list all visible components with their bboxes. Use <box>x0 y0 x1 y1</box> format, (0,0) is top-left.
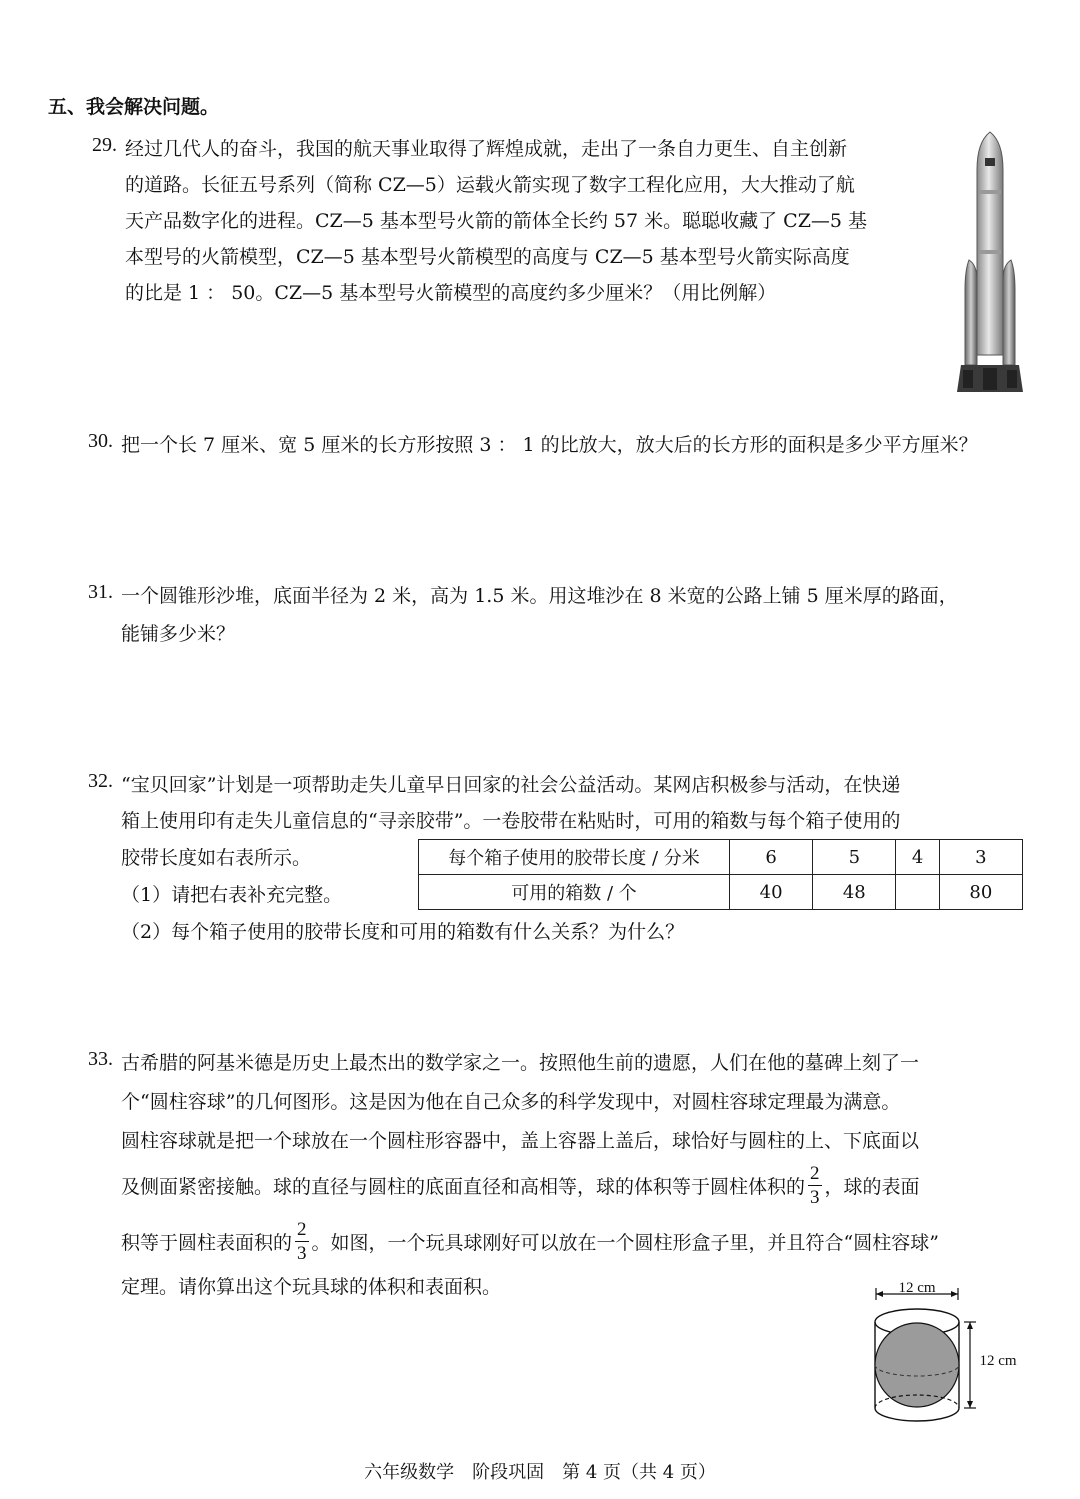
q33-line-5-a: 积等于圆柱表面积的 <box>121 1231 293 1254</box>
q33-line-2: 个“圆柱容球”的几何图形。这是因为他在自己众多的科学发现中，对圆柱容球定理最为满意。 <box>121 1091 901 1113</box>
tape-table <box>418 839 1023 910</box>
section-title: 五、我会解决问题。 <box>48 96 220 118</box>
height-label: 12 cm <box>979 1353 1017 1369</box>
table-cell: 3 <box>939 840 1022 875</box>
q33-line-5-b: 。如图，一个玩具球刚好可以放在一个圆柱形盒子里，并且符合“圆柱容球” <box>311 1231 939 1254</box>
q33-line-1: 古希腊的阿基米德是历史上最杰出的数学家之一。按照他生前的遗愿，人们在他的墓碑上刻了一 <box>121 1052 920 1074</box>
q33-line-6: 定理。请你算出这个玩具球的体积和表面积。 <box>121 1276 502 1298</box>
table-cell: 5 <box>813 840 896 875</box>
q29-line-2: 的道路。长征五号系列（简称 CZ—5）运载火箭实现了数字工程化应用，大大推动了航 <box>125 174 855 196</box>
width-label: 12 cm <box>898 1280 936 1296</box>
q31-number: 31. <box>88 581 113 603</box>
fraction-numerator: 2 <box>297 1218 307 1240</box>
rocket-image <box>955 130 1025 395</box>
fraction-two-thirds <box>295 1220 309 1263</box>
q32-line-3: 胶带长度如右表所示。 <box>121 847 312 869</box>
q31-line-1: 一个圆锥形沙堆，底面半径为 2 米，高为 1.5 米。用这堆沙在 8 米宽的公路上铺 5 厘米厚的路面， <box>121 585 958 607</box>
table-header-tape-length: 每个箱子使用的胶带长度 / 分米 <box>419 840 730 875</box>
table-cell: 6 <box>730 840 813 875</box>
q33-line-3: 圆柱容球就是把一个球放在一个圆柱形容器中，盖上容器上盖后，球恰好与圆柱的上、下底面以 <box>121 1130 920 1152</box>
fraction-denominator: 3 <box>810 1186 820 1208</box>
q32-number: 32. <box>88 770 113 792</box>
table-cell-blank[interactable] <box>896 875 939 910</box>
table-cell: 4 <box>896 840 939 875</box>
table-cell: 40 <box>730 875 813 910</box>
fraction-numerator: 2 <box>810 1162 820 1184</box>
q33-line-4 <box>121 1162 920 1208</box>
cylinder-sphere-figure <box>860 1270 1035 1440</box>
q33-line-5 <box>121 1218 939 1264</box>
q29-line-5: 的比是 1 ： 50。CZ—5 基本型号火箭模型的高度约多少厘米？（用比例解） <box>125 282 777 304</box>
page-footer: 六年级数学 阶段巩固 第 4 页（共 4 页） <box>364 1462 716 1483</box>
q29-line-4: 本型号的火箭模型，CZ—5 基本型号火箭模型的高度与 CZ—5 基本型号火箭实际高度 <box>125 246 850 268</box>
q29-line-3: 天产品数字化的进程。CZ—5 基本型号火箭的箭体全长约 57 米。聪聪收藏了 CZ—5 基 <box>125 210 868 232</box>
table-row <box>419 840 1023 875</box>
q30-number: 30. <box>88 430 113 452</box>
table-row <box>419 875 1023 910</box>
q33-number: 33. <box>88 1048 113 1070</box>
q32-sub-1: （1）请把右表补充完整。 <box>121 884 343 906</box>
q32-sub-2: （2）每个箱子使用的胶带长度和可用的箱数有什么关系？为什么？ <box>121 921 685 943</box>
q33-line-4-a: 及侧面紧密接触。球的直径与圆柱的底面直径和高相等，球的体积等于圆柱体积的 <box>121 1175 806 1198</box>
q32-line-2: 箱上使用印有走失儿童信息的“寻亲胶带”。一卷胶带在粘贴时，可用的箱数与每个箱子使用的 <box>121 810 901 832</box>
q31-line-2: 能铺多少米？ <box>121 623 236 645</box>
q29-line-1: 经过几代人的奋斗，我国的航天事业取得了辉煌成就，走出了一条自力更生、自主创新 <box>125 138 848 160</box>
table-header-box-count: 可用的箱数 / 个 <box>419 875 730 910</box>
fraction-two-thirds <box>808 1164 822 1207</box>
q33-line-4-b: ，球的表面 <box>824 1175 920 1198</box>
table-cell: 48 <box>813 875 896 910</box>
table-cell: 80 <box>939 875 1022 910</box>
q32-line-1: “宝贝回家”计划是一项帮助走失儿童早日回家的社会公益活动。某网店积极参与活动，在快递 <box>121 774 901 796</box>
q30-text: 把一个长 7 厘米、宽 5 厘米的长方形按照 3 ： 1 的比放大，放大后的长方形的面积是多少平方厘米？ <box>121 434 978 456</box>
q29-number: 29. <box>92 134 117 156</box>
fraction-denominator: 3 <box>297 1242 307 1264</box>
